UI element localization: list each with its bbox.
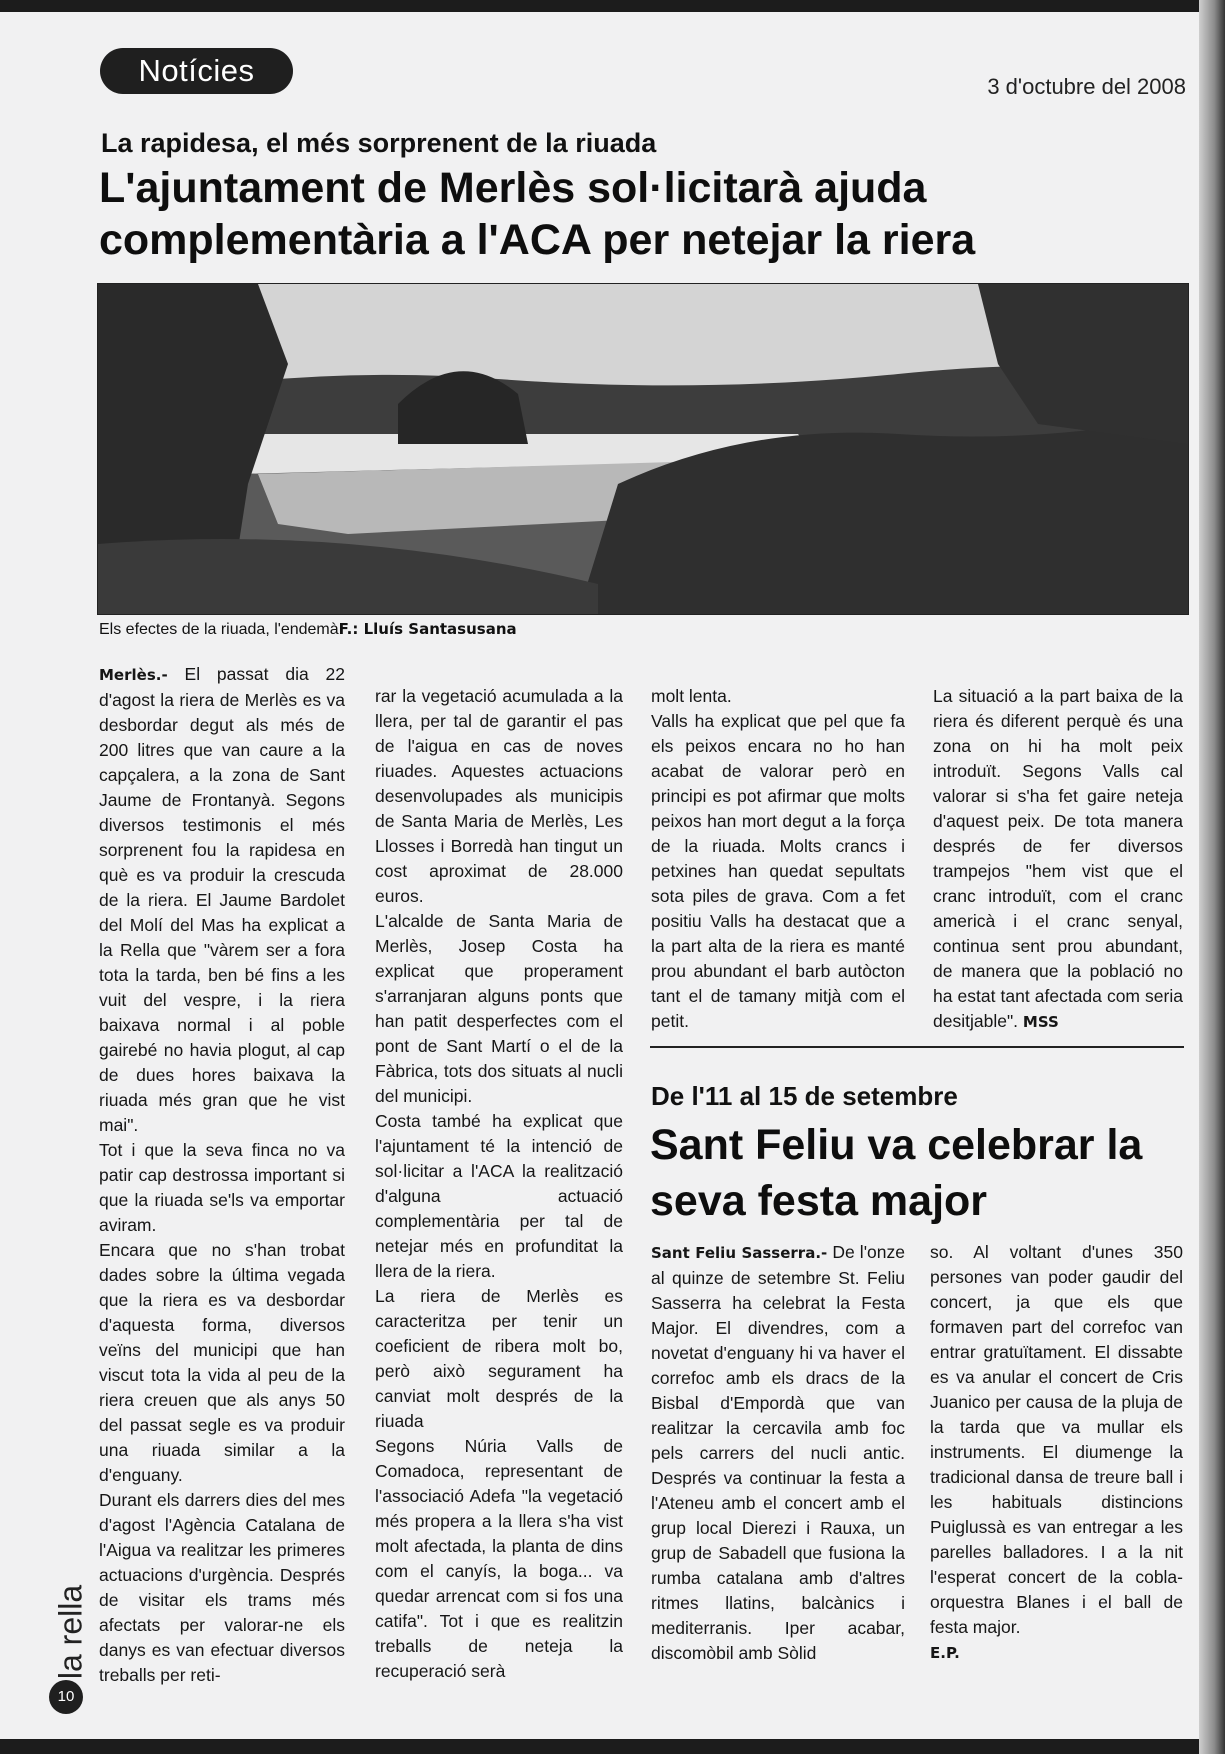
paragraph: La riera de Merlès es caracteritza per tenir un coeficient de ribera molt bo, però això segurament ha canviat molt després de la riuada: [375, 1286, 623, 1431]
paragraph: Durant els darrers dies del mes d'agost l'Agència Catalana de l'Aigua va realitzar les primeres actuacions d'urgència. Després de visitar els trams més afectats per valorar-ne els danys es van efectuar diversos treballs per reti-: [99, 1490, 345, 1685]
paragraph: Merlès.- El passat dia 22 d'agost la riera de Merlès es va desbordar degut als més de 200 litres que van caure a la capçalera, a la zona de Sant Jaume de Frontanyà. Segons diversos testimonis el més sorprenent fou la rapidesa en què es va produir la crescuda de la riera. El Jaume Bardolet del Molí del Mas ha explicat a la Rella que "vàrem ser a fora tota la tarda, ben bé fins a les vuit del vespre, i la riera baixava normal i al poble gairebé no havia plogut, al cap de dues hores baixava la riuada més gran que he vist mai".: [99, 664, 345, 1135]
paragraph: so. Al voltant d'unes 350 persones van poder gaudir del concert, ja que els que formaven part del correfoc van entrar gratuïtament. El dissabte es va anular el concert de Cris Juanico per causa de la pluja de la tarda que va mullar els instruments. El diumenge la tradicional dansa de treure ball i les habituals distincions Puiglussà es van entregar a les parelles balladores. I a la nit l'esperat concert de la cobla-orquestra Blanes i el ball de festa major. E.P.: [930, 1242, 1183, 1662]
paragraph: La situació a la part baixa de la riera és diferent perquè és una zona on hi ha molt peix introduït. Segons Valls cal valorar si s'ha fet gaire neteja d'aquest peix. De tota manera després de fer diversos trampejos "hem vist que el cranc introduït, com el cranc americà i el cranc senyal, continua sent prou abundant, de manera que la població no ha estat tant afectada com seria desitjable". MSS: [933, 686, 1183, 1031]
article1-column-4: [933, 684, 1183, 1035]
section-label: Notícies: [100, 48, 293, 94]
magazine-name: [43, 1572, 103, 1692]
flood-photo: [97, 283, 1189, 615]
issue-date: 3 d'octubre del 2008: [987, 74, 1186, 99]
article1-column-1: [99, 662, 345, 1688]
paragraph: Valls ha explicat que pel que fa els peixos encara no ho han acabat de valorar però en principi es pot afirmar que molts peixos han mort degut a la força de la riuada. Molts crancs i petxines han quedat sepultats sota piles de grava. Com a fet positiu Valls ha destacat que a la part alta de la riera es manté prou abundant el barb autòcton tant el de tamany mitjà com el petit.: [651, 711, 905, 1031]
photo-credit: F.: Lluís Santasusana: [338, 620, 517, 638]
paragraph: rar la vegetació acumulada a la llera, per tal de garantir el pas de l'aigua en cas de noves riuades. Aquestes actuacions desenvolupades als municipis de Santa Maria de Merlès, Les Llosses i Borredà han tingut un cost aproximat de 28.000 euros.: [375, 686, 623, 906]
article2-column-2: [930, 1240, 1183, 1666]
newspaper-page: [0, 12, 1208, 1739]
article1-column-2: [375, 684, 623, 1684]
article-headline: Sant Feliu va celebrar la seva festa major: [650, 1121, 1143, 1225]
paragraph: L'alcalde de Santa Maria de Merlès, Josep Costa ha explicat que properament s'arranjaran alguns ponts que han patit desperfectes com el pont de Sant Martí o el de la Fàbrica, tots dos situats al nucli del municipi.: [375, 911, 623, 1106]
dateline: Merlès.-: [99, 666, 168, 684]
paragraph: Sant Feliu Sasserra.- De l'onze al quinze de setembre St. Feliu Sasserra ha celebrat la Festa Major. El divendres, com a novetat d'enguany hi va haver el correfoc amb els dracs de la Bisbal d'Empordà que van realitzar la cercavila amb foc pels carrers del nucli antic. Després va continuar la festa a l'Ateneu amb el concert amb el grup local Dierezi i Rauxa, un grup de Sabadell que fusiona la rumba catalana amb d'altres ritmes llatins, balcànics i mediterranis. Iper acabar, discomòbil amb Sòlid: [651, 1242, 905, 1663]
article-kicker: De l'11 al 15 de setembre: [651, 1081, 958, 1111]
photo-caption: [99, 620, 517, 639]
paragraph: Segons Núria Valls de Comadoca, representant de l'associació Adefa "la vegetació més propera a la llera s'ha vist molt afectada, la planta de dins com el canyís, la boga... va quedar arrencat com si fos una catifa". Tot i que es realitzin treballs de neteja la recuperació serà: [375, 1436, 623, 1681]
author-signature: MSS: [1022, 1013, 1059, 1031]
article2-column-1: [651, 1240, 905, 1666]
dateline: Sant Feliu Sasserra.-: [651, 1244, 828, 1262]
paragraph: Tot i que la seva finca no va patir cap destrossa important si que la riuada se'ls va emportar aviram.: [99, 1140, 345, 1235]
magazine-name-text: la rella: [52, 1584, 89, 1680]
paragraph: Encara que no s'han trobat dades sobre la última vegada que la riera es va desbordar d'aquesta forma, diversos veïns del municipi que han viscut tota la vida al peu de la riera creuen que als anys 50 del passat segle es va produir una riuada similar a la d'enguany.: [99, 1240, 345, 1485]
article1-column-3: [651, 684, 905, 1034]
page-number: 10: [49, 1680, 83, 1714]
author-signature: E.P.: [930, 1644, 960, 1662]
article-kicker: La rapidesa, el més sorprenent de la riuada: [101, 128, 657, 158]
caption-text: Els efectes de la riuada, l'endemà: [99, 621, 339, 638]
paragraph: molt lenta.: [651, 686, 732, 706]
paragraph: Costa també ha explicat que l'ajuntament té la intenció de sol·licitar a l'ACA la realització d'alguna actuació complementària per tal de netejar més en profunditat la llera de la riera.: [375, 1111, 623, 1281]
binding-edge: [1199, 0, 1225, 1754]
article-headline: L'ajuntament de Merlès sol·licitarà ajuda complementària a l'ACA per netejar la riera: [99, 164, 976, 264]
section-divider: [650, 1046, 1184, 1048]
